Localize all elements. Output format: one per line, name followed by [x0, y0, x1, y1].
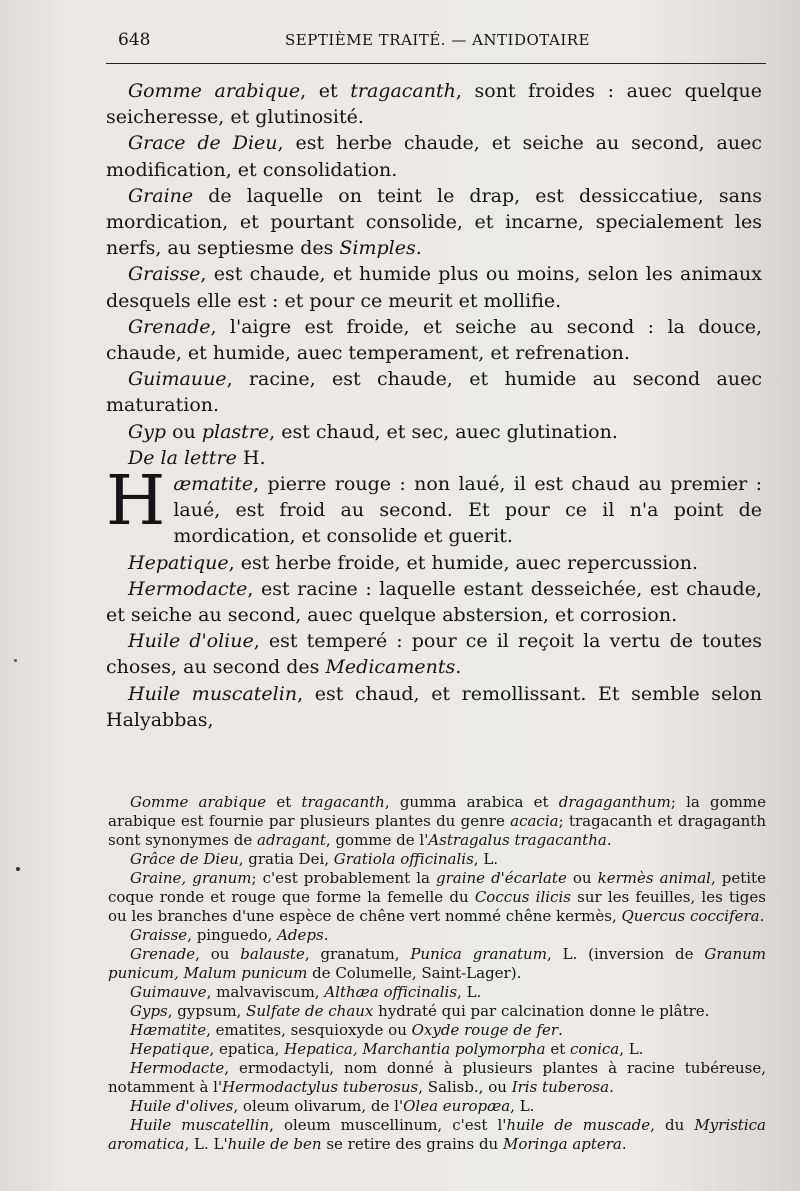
- note-graisse: Graisse, pinguedo, Adeps.: [130, 926, 329, 944]
- note-haematite: Hæmatite, ematites, sesquioxyde ou Oxyde rouge de fer.: [130, 1021, 563, 1039]
- note-grenade: Grenade, ou balauste, granatum, Punica granatum, L. (inversion de Granum punicum, Malum punicum de Columelle, Saint-Lager).: [108, 945, 766, 982]
- running-title: SEPTIÈME TRAITÉ. — ANTIDOTAIRE: [285, 31, 590, 49]
- page-header: [110, 28, 765, 54]
- note-huile-olives: Huile d'olives, oleum olivarum, de l'Olea europæa, L.: [130, 1097, 535, 1115]
- entry-graisse: Graisse, est chaude, et humide plus ou moins, selon les animaux desquels elle est : et pour ce meurit et mollifie.: [106, 263, 762, 312]
- entry-gomme: Gomme arabique, et tragacanth, sont froides : auec quelque seicheresse, et glutinosité.: [106, 80, 762, 129]
- section-heading: De la lettre H.: [128, 446, 266, 469]
- note-guimauve: Guimauve, malvaviscum, Althæa officinalis, L.: [130, 983, 482, 1001]
- entry-grace: Grace de Dieu, est herbe chaude, et seiche au second, auec modification, et consolidation.: [106, 132, 762, 181]
- note-hermodacte: Hermodacte, ermodactyli, nom donné à plusieurs plantes à racine tubéreuse, notamment à l'Hermodactylus tuberosus, Salisb., ou Iris tuberosa.: [108, 1059, 766, 1096]
- entry-hepatique: Hepatique, est herbe froide, et humide, auec repercussion.: [128, 551, 698, 574]
- entry-grenade: Grenade, l'aigre est froide, et seiche au second : la douce, chaude, et humide, auec temperament, et refrenation.: [106, 315, 762, 365]
- note-hepatique: Hepatique, epatica, Hepatica, Marchantia polymorpha et conica, L.: [130, 1040, 644, 1058]
- entry-hermodacte: Hermodacte, est racine : laquelle estant desseichée, est chaude, et seiche au second, auec quelque abstersion, et corrosion.: [106, 577, 762, 627]
- entry-huile-muscatelin: Huile muscatelin, est chaud, et remollissant. Et semble selon Halyabbas,: [106, 682, 762, 731]
- ink-speck: [14, 659, 17, 662]
- entry-huile-oliue: Huile d'oliue, est temperé : pour ce il reçoit la vertu de toutes choses, au second des Medicaments.: [106, 630, 763, 679]
- footnotes: [108, 793, 766, 1154]
- note-huile-muscatellin: Huile muscatellin, oleum muscellinum, c'est l'huile de muscade, du Myristica aromatica, L. L'huile de ben se retire des grains du Moringa aptera.: [108, 1116, 766, 1153]
- page-number: 648: [118, 30, 151, 50]
- header-rule: [106, 63, 766, 64]
- drop-cap: H: [106, 462, 166, 542]
- main-text: [106, 78, 762, 733]
- entry-guimauue: Guimauue, racine, est chaude, et humide au second auec maturation.: [106, 368, 762, 417]
- note-grace: Grâce de Dieu, gratia Dei, Gratiola officinalis, L.: [130, 850, 499, 868]
- note-gyps: Gyps, gypsum, Sulfate de chaux hydraté qui par calcination donne le plâtre.: [130, 1002, 710, 1020]
- note-graine: Graine, granum; c'est probablement la graine d'écarlate ou kermès animal, petite coque ronde et rouge que forme la femelle du Coccus ilicis sur les feuilles, les tiges ou les branches d'une espèce de chêne vert nommé chêne kermès, Quercus coccifera.: [108, 869, 766, 925]
- note-gomme: Gomme arabique et tragacanth, gumma arabica et dragaganthum; la gomme arabique est fournie par plusieurs plantes du genre acacia; tragacanth et dragaganth sont synonymes de adragant, gomme de l'Astragalus tragacantha.: [108, 793, 766, 849]
- entry-gyp: Gyp ou plastre, est chaud, et sec, auec glutination.: [128, 420, 618, 443]
- entry-haematite: Hæmatite, pierre rouge : non laué, il est chaud au premier : laué, est froid au second. Et pour ce il n'a point de mordication, et consolide et guerit.: [106, 462, 762, 548]
- entry-graine: Graine de laquelle on teint le drap, est dessiccatiue, sans mordication, et pourtant consolide, et incarne, specialement les nerfs, au septiesme des Simples.: [106, 184, 762, 260]
- ink-speck: [16, 867, 20, 871]
